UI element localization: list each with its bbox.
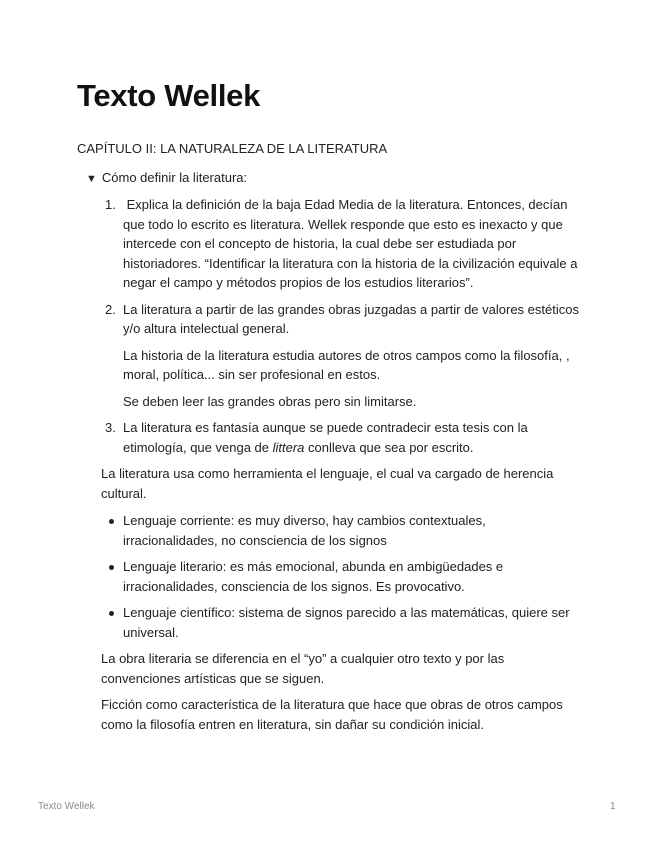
- list-item: [101, 300, 581, 412]
- toggle-block[interactable]: [86, 170, 247, 185]
- list-number: 2.: [105, 301, 116, 317]
- list-item-text: La literatura a partir de las grandes obras juzgadas a partir de valores estéticos y/o altura intelectual general.: [123, 301, 579, 336]
- page-number: 1: [610, 801, 616, 812]
- page-title: Texto Wellek: [77, 78, 261, 113]
- sub-paragraph: Se deben leer las grandes obras pero sin limitarse.: [123, 393, 417, 409]
- list-item-text-part: La literatura es fantasía aunque se puede contradecir esta tesis con la etimología, que venga de: [123, 420, 528, 455]
- bullet-dot-icon: [109, 611, 114, 616]
- paragraph: La obra literaria se diferencia en el “yo” a cualquier otro texto y por las convenciones artísticas que se siguen.: [101, 651, 505, 686]
- bullet-text: Lenguaje científico: sistema de signos parecido a las matemáticas, quiere ser universal.: [123, 605, 570, 640]
- list-item: [101, 418, 581, 457]
- bullet-text: Lenguaje literario: es más emocional, abunda en ambigüedades e irracionalidades, consciencia de los signos. Es provocativo.: [123, 559, 504, 594]
- list-item: [101, 195, 581, 293]
- paragraph: La literatura usa como herramienta el lenguaje, el cual va cargado de herencia cultural.: [101, 466, 554, 501]
- paragraph: Ficción como característica de la literatura que hace que obras de otros campos como la filosofía entren en literatura, sin dañar su condición inicial.: [101, 697, 563, 732]
- toggle-label: Cómo definir la literatura:: [101, 170, 248, 185]
- sub-paragraph: La historia de la literatura estudia autores de otros campos como la filosofía, , moral, política... sin ser profesional en estos.: [123, 347, 570, 382]
- bullet-dot-icon: [109, 519, 114, 524]
- list-item-text: Explica la definición de la baja Edad Media de la literatura. Entonces, decían que todo lo escrito es literatura. Wellek responde que esto es inexacto y que intercede con el concepto de historia, la cual debe ser estudiada por historiadores. “Identificar la literatura con la historia de la civilización equivale a negar el campo y métodos propios de los estudios literarios”.: [123, 197, 582, 290]
- bullet-list: [101, 511, 581, 642]
- list-item-text: [123, 420, 528, 455]
- bullet-text: Lenguaje corriente: es muy diverso, hay cambios contextuales, irracionalidades, no consciencia de los signos: [123, 513, 486, 548]
- list-item-text-part: conlleva que sea por escrito.: [304, 439, 474, 455]
- toggle-content: [101, 195, 581, 741]
- bullet-dot-icon: [109, 565, 114, 570]
- chapter-heading: CAPÍTULO II: LA NATURALEZA DE LA LITERATURA: [77, 141, 388, 156]
- triangle-down-icon[interactable]: ▼: [86, 173, 97, 185]
- footer-title: Texto Wellek: [38, 801, 95, 812]
- bullet-item: [101, 557, 581, 596]
- list-number: 1.: [105, 197, 116, 212]
- numbered-list: [101, 195, 581, 457]
- bullet-item: [101, 603, 581, 642]
- bullet-item: [101, 511, 581, 550]
- list-number: 3.: [105, 420, 116, 435]
- italic-term: littera: [272, 439, 305, 455]
